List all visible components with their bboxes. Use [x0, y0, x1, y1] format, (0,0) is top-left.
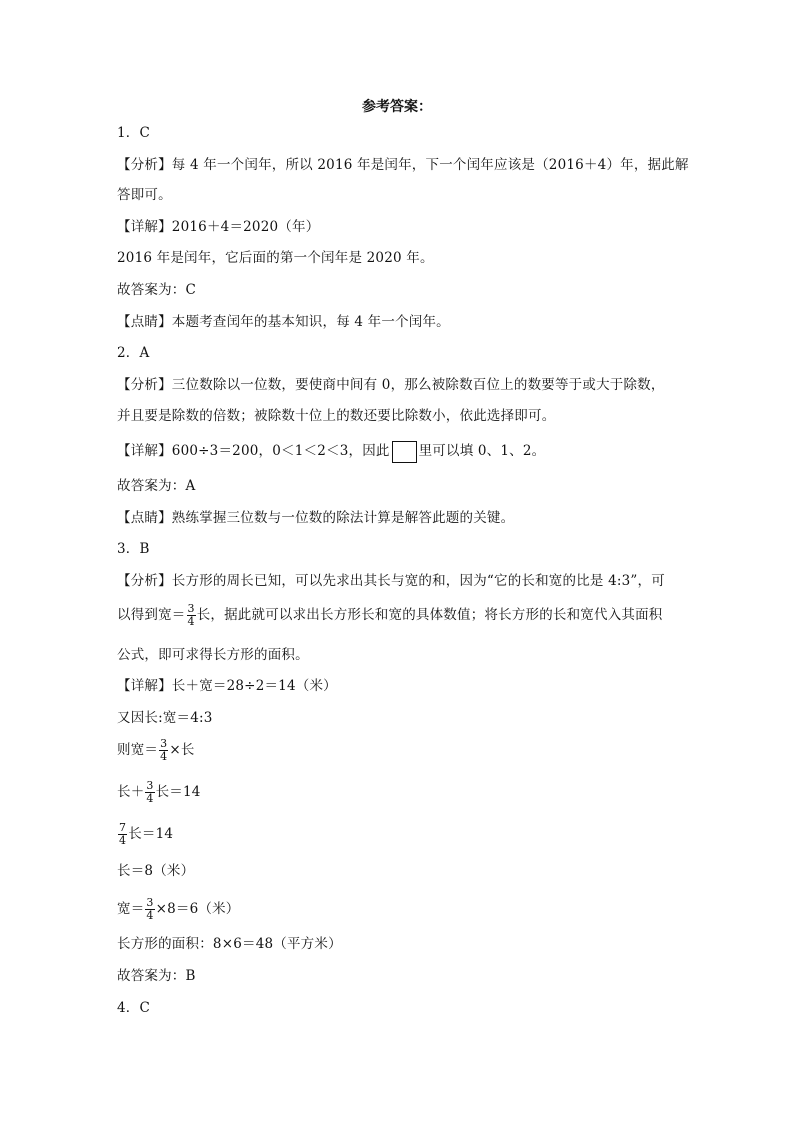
q3-step5: 长＝8（米） — [117, 863, 195, 879]
fraction-numerator: 3 — [187, 602, 195, 615]
q3-step2-before: 则宽＝ — [117, 742, 159, 758]
q4-number: 4．C — [117, 1000, 151, 1016]
q2-detail — [117, 440, 545, 463]
q1-detail: 【详解】2016＋4＝2020（年） — [117, 219, 320, 235]
q3-analysis-line2-after: 长，据此就可以求出长方形长和宽的具体数值；将长方形的长和宽代入其面积 — [196, 607, 663, 623]
page-title: 参考答案： — [362, 99, 432, 115]
fraction-denominator: 4 — [146, 909, 154, 922]
blank-box — [392, 441, 417, 463]
fraction-3-4 — [187, 603, 196, 628]
fraction-3-4 — [159, 738, 168, 763]
q3-step4-after: 长＝14 — [128, 826, 174, 842]
q2-detail-after: 里可以填 0、1、2。 — [418, 443, 546, 459]
fraction-3-4 — [145, 897, 154, 922]
q3-step7: 长方形的面积：8×6＝48（平方米） — [117, 936, 342, 952]
q3-step3-after: 长＝14 — [155, 784, 201, 800]
q1-statement: 2016 年是闰年，它后面的第一个闰年是 2020 年。 — [117, 250, 434, 266]
q3-step2 — [117, 738, 195, 763]
q3-step6-after: ×8＝6（米） — [155, 901, 240, 917]
fraction-7-4 — [118, 822, 127, 847]
q2-detail-before: 【详解】600÷3＝200，0＜1＜2＜3，因此 — [117, 443, 390, 459]
fraction-numerator: 3 — [160, 737, 168, 750]
fraction-numerator: 3 — [146, 896, 154, 909]
fraction-numerator: 7 — [119, 821, 127, 834]
fraction-denominator: 4 — [187, 615, 195, 628]
q3-step1: 又因长:宽＝4:3 — [117, 710, 213, 726]
q3-analysis-line3: 公式，即可求得长方形的面积。 — [117, 647, 309, 663]
q1-analysis-line2: 答即可。 — [117, 187, 172, 203]
q3-number: 3．B — [117, 541, 150, 557]
q3-analysis-line1: 【分析】长方形的周长已知，可以先求出其长与宽的和，因为“它的长和宽的比是 4:3”，可 — [117, 573, 665, 589]
q3-analysis-line2 — [117, 603, 663, 628]
q3-analysis-line2-before: 以得到宽＝ — [117, 607, 186, 623]
q1-answer: 故答案为：C — [117, 282, 197, 298]
q3-step6 — [117, 897, 240, 922]
q3-detail: 【详解】长＋宽＝28÷2＝14（米） — [117, 678, 337, 694]
fraction-numerator: 3 — [146, 779, 154, 792]
q1-analysis-line1: 【分析】每 4 年一个闰年，所以 2016 年是闰年，下一个闰年应该是（2016＋4）年，据此解 — [117, 157, 689, 173]
fraction-denominator: 4 — [119, 834, 127, 847]
q3-step6-before: 宽＝ — [117, 901, 145, 917]
q3-answer: 故答案为：B — [117, 968, 196, 984]
q1-number: 1．C — [117, 125, 151, 141]
fraction-denominator: 4 — [146, 792, 154, 805]
fraction-3-4 — [145, 780, 154, 805]
q2-analysis-line2: 并且要是除数的倍数；被除数十位上的数还要比除数小，依此选择即可。 — [117, 408, 556, 424]
q2-comment: 【点睛】熟练掌握三位数与一位数的除法计算是解答此题的关键。 — [117, 510, 515, 526]
q2-number: 2．A — [117, 345, 150, 361]
fraction-denominator: 4 — [160, 750, 168, 763]
q3-step3 — [117, 780, 201, 805]
q1-comment: 【点睛】本题考查闰年的基本知识，每 4 年一个闰年。 — [117, 314, 450, 330]
q3-step4 — [117, 822, 173, 847]
q2-answer: 故答案为：A — [117, 478, 196, 494]
q3-step2-after: ×长 — [169, 742, 195, 758]
q2-analysis-line1: 【分析】三位数除以一位数，要使商中间有 0，那么被除数百位上的数要等于或大于除数， — [117, 377, 665, 393]
q3-step3-before: 长＋ — [117, 784, 145, 800]
